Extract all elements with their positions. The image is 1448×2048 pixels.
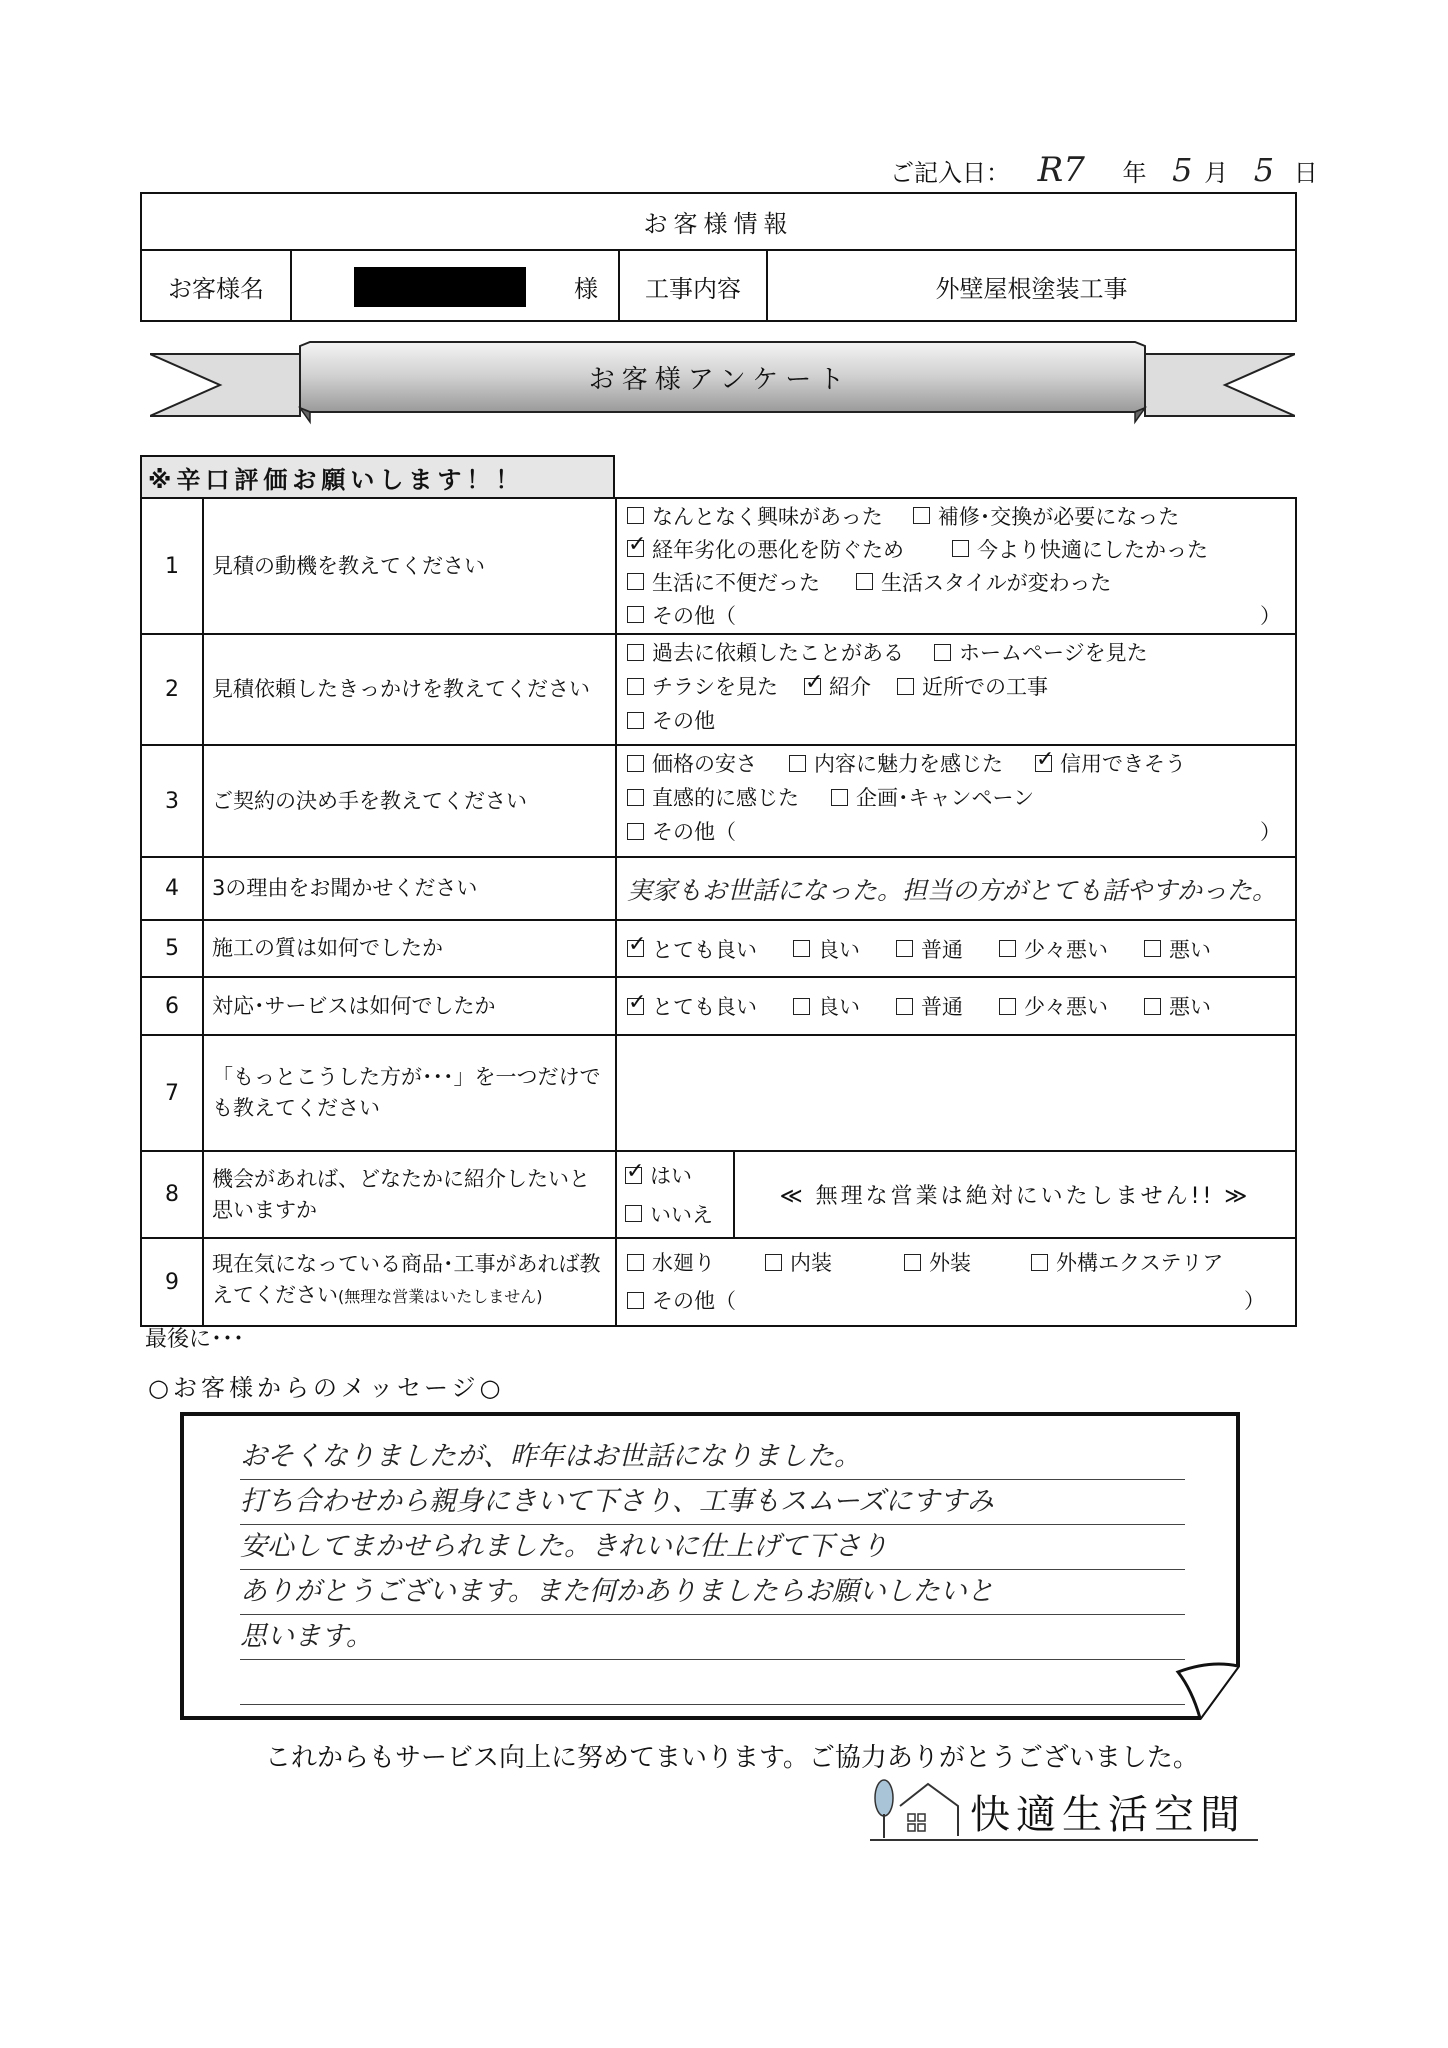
question-number: 5	[142, 921, 204, 976]
checkbox[interactable]	[627, 712, 644, 729]
option-label: 水廻り	[652, 1251, 715, 1275]
checkbox[interactable]	[627, 1292, 644, 1309]
answer-field[interactable]	[617, 858, 1295, 919]
option-label: 外装	[929, 1251, 971, 1275]
checkbox[interactable]	[793, 998, 810, 1015]
answer-options	[617, 921, 1295, 976]
option-label: 内容に魅力を感じた	[814, 752, 1003, 776]
answer-options	[617, 1239, 1295, 1325]
close-paren: ）	[1244, 1289, 1265, 1313]
checkbox[interactable]	[934, 644, 951, 661]
message-label: ○お客様からのメッセージ○	[148, 1374, 505, 1402]
option-label: その他（	[652, 1289, 736, 1313]
checkbox[interactable]	[627, 823, 644, 840]
work-label: 工事内容	[620, 251, 768, 322]
option-label: 信用できそう	[1060, 752, 1186, 776]
checkbox[interactable]	[627, 789, 644, 806]
option-label: チラシを見た	[652, 675, 778, 699]
question-text: 機会があれば、どなたかに紹介したいと思いますか	[204, 1152, 617, 1237]
no-pressure-note: ≪ 無理な営業は絶対にいたしません!! ≫	[779, 1184, 1251, 1209]
checkbox[interactable]	[627, 1254, 644, 1271]
option-label: とても良い	[652, 937, 757, 962]
option-label: 直感的に感じた	[652, 786, 799, 810]
date-year-value: R7	[1037, 150, 1085, 190]
answer-field[interactable]	[617, 1036, 1295, 1150]
survey-title: お客様アンケート	[588, 364, 852, 395]
checkbox[interactable]	[765, 1254, 782, 1271]
close-paren: ）	[1260, 820, 1281, 844]
customer-name-label: お客様名	[142, 251, 292, 322]
checkbox[interactable]	[897, 678, 914, 695]
message-line: おそくなりましたが、昨年はお世話になりました。	[240, 1435, 1185, 1480]
question-number: 7	[142, 1036, 204, 1150]
question-row	[142, 746, 1295, 858]
date-day-value: 5	[1253, 151, 1275, 189]
checkbox[interactable]	[789, 755, 806, 772]
checkbox[interactable]	[1144, 940, 1161, 957]
option-label: 経年劣化の悪化を防ぐため	[652, 537, 904, 562]
option-label: 良い	[818, 937, 860, 962]
option-label: 近所での工事	[922, 675, 1048, 699]
date-year-unit: 年	[1122, 159, 1147, 187]
message-line: ありがとうございます。また何かありましたらお願いしたいと	[240, 1570, 1185, 1615]
answer-options	[617, 746, 1295, 856]
question-row	[142, 499, 1295, 635]
last-label: 最後に･･･	[145, 1327, 245, 1352]
option-label: 悪い	[1169, 995, 1211, 1019]
checkbox[interactable]	[1144, 998, 1161, 1015]
checkbox[interactable]	[999, 998, 1016, 1015]
checkbox[interactable]	[627, 644, 644, 661]
option-label: 補修･交換が必要になった	[937, 504, 1180, 529]
option-label: 生活スタイルが変わった	[881, 570, 1112, 595]
question-number: 3	[142, 746, 204, 856]
option-label: 少々悪い	[1024, 995, 1108, 1019]
customer-name-cell	[292, 251, 620, 322]
checkbox[interactable]	[896, 998, 913, 1015]
option-label: その他	[652, 709, 715, 733]
checkbox[interactable]	[831, 789, 848, 806]
close-paren: ）	[1260, 603, 1281, 628]
question-row	[142, 1239, 1295, 1325]
question-row	[142, 1036, 1295, 1152]
honorific: 様	[574, 275, 598, 303]
customer-info-title: お客様情報	[142, 194, 1295, 251]
survey-table	[140, 497, 1297, 1327]
option-label: 良い	[818, 995, 860, 1019]
question-row	[142, 921, 1295, 978]
question-number: 6	[142, 978, 204, 1034]
option-label: 悪い	[1169, 937, 1211, 962]
customer-info-table	[140, 192, 1297, 322]
option-label: 普通	[921, 937, 963, 962]
question-text: 施工の質は如何でしたか	[204, 921, 617, 976]
checkbox-checked[interactable]	[627, 540, 644, 557]
checkbox[interactable]	[904, 1254, 921, 1271]
option-label: いいえ	[650, 1202, 713, 1227]
checkbox[interactable]	[627, 573, 644, 590]
checkbox[interactable]	[952, 540, 969, 557]
checkbox[interactable]	[913, 507, 930, 524]
question-text: 対応･サービスは如何でしたか	[204, 978, 617, 1034]
question-number: 1	[142, 499, 204, 633]
option-label: その他（	[652, 603, 736, 628]
question-text: 3の理由をお聞かせください	[204, 858, 617, 919]
option-label: 今より快適にしたかった	[977, 537, 1208, 562]
checkbox-checked[interactable]	[627, 998, 644, 1015]
question-note: (無理な営業はいたしません)	[338, 1287, 543, 1306]
handwritten-answer: 実家もお世話になった。担当の方がとても話やすかった。	[627, 875, 1278, 905]
date-label: ご記入日：	[890, 159, 1010, 187]
question-number: 9	[142, 1239, 204, 1325]
question-text: ご契約の決め手を教えてください	[204, 746, 617, 856]
checkbox-checked[interactable]	[804, 678, 821, 695]
checkbox-checked[interactable]	[1035, 755, 1052, 772]
checkbox[interactable]	[999, 940, 1016, 957]
question-text: 見積の動機を教えてください	[204, 499, 617, 633]
option-label: 普通	[921, 995, 963, 1019]
question-row	[142, 1152, 1295, 1239]
checkbox[interactable]	[627, 678, 644, 695]
checkbox-checked[interactable]	[627, 940, 644, 957]
survey-header: ※辛口評価お願いします！！	[140, 455, 615, 497]
question-text: 見積依頼したきっかけを教えてください	[204, 635, 617, 744]
checkbox[interactable]	[627, 606, 644, 623]
checkbox[interactable]	[1031, 1254, 1048, 1271]
date-day-unit: 日	[1293, 159, 1318, 187]
question-text: 現在気になっている商品･工事があれば教えてください	[212, 1252, 601, 1307]
checkbox[interactable]	[793, 940, 810, 957]
question-row	[142, 978, 1295, 1036]
date-month-value: 5	[1172, 151, 1193, 189]
option-label: はい	[650, 1164, 692, 1189]
checkbox[interactable]	[625, 1205, 642, 1222]
checkbox[interactable]	[627, 507, 644, 524]
option-label: 価格の安さ	[652, 752, 757, 776]
message-line: 安心してまかせられました。きれいに仕上げて下さり	[240, 1525, 1185, 1570]
option-label: 紹介	[829, 675, 871, 699]
question-number: 2	[142, 635, 204, 744]
checkbox[interactable]	[856, 573, 873, 590]
option-label: なんとなく興味があった	[652, 504, 883, 529]
answer-options	[617, 499, 1295, 633]
question-text-block	[204, 1239, 617, 1325]
question-row	[142, 635, 1295, 746]
answer-options	[617, 1152, 1295, 1237]
thanks-text: これからもサービス向上に努めてまいります。ご協力ありがとうございました。	[265, 1743, 1199, 1773]
question-number: 8	[142, 1152, 204, 1237]
question-text: 「もっとこうした方が･･･」を一つだけでも教えてください	[204, 1036, 617, 1150]
answer-options	[617, 978, 1295, 1034]
option-label: 生活に不便だった	[652, 570, 820, 595]
message-line: 打ち合わせから親身にきいて下さり、工事もスムーズにすすみ	[240, 1480, 1185, 1525]
option-label: 企画･キャンペーン	[856, 786, 1035, 810]
option-label: 外構エクステリア	[1056, 1251, 1224, 1275]
checkbox-checked[interactable]	[625, 1167, 642, 1184]
checkbox[interactable]	[627, 755, 644, 772]
question-number: 4	[142, 858, 204, 919]
work-value: 外壁屋根塗装工事	[935, 275, 1128, 303]
answer-options	[617, 635, 1295, 744]
date-month-unit: 月	[1204, 159, 1229, 187]
option-label: 内装	[790, 1251, 832, 1275]
option-label: ホームページを見た	[959, 641, 1148, 665]
question-row	[142, 858, 1295, 921]
company-logo-text: 快適生活空間	[970, 1792, 1246, 1838]
message-line: 思います。	[240, 1615, 1185, 1660]
option-label: 少々悪い	[1024, 937, 1108, 962]
message-line	[240, 1660, 1185, 1705]
message-lines[interactable]	[240, 1435, 1185, 1705]
redacted-name	[354, 267, 526, 307]
checkbox[interactable]	[896, 940, 913, 957]
entry-date	[890, 150, 1318, 190]
option-label: とても良い	[652, 995, 757, 1019]
option-label: その他（	[652, 820, 736, 844]
option-label: 過去に依頼したことがある	[652, 641, 904, 665]
